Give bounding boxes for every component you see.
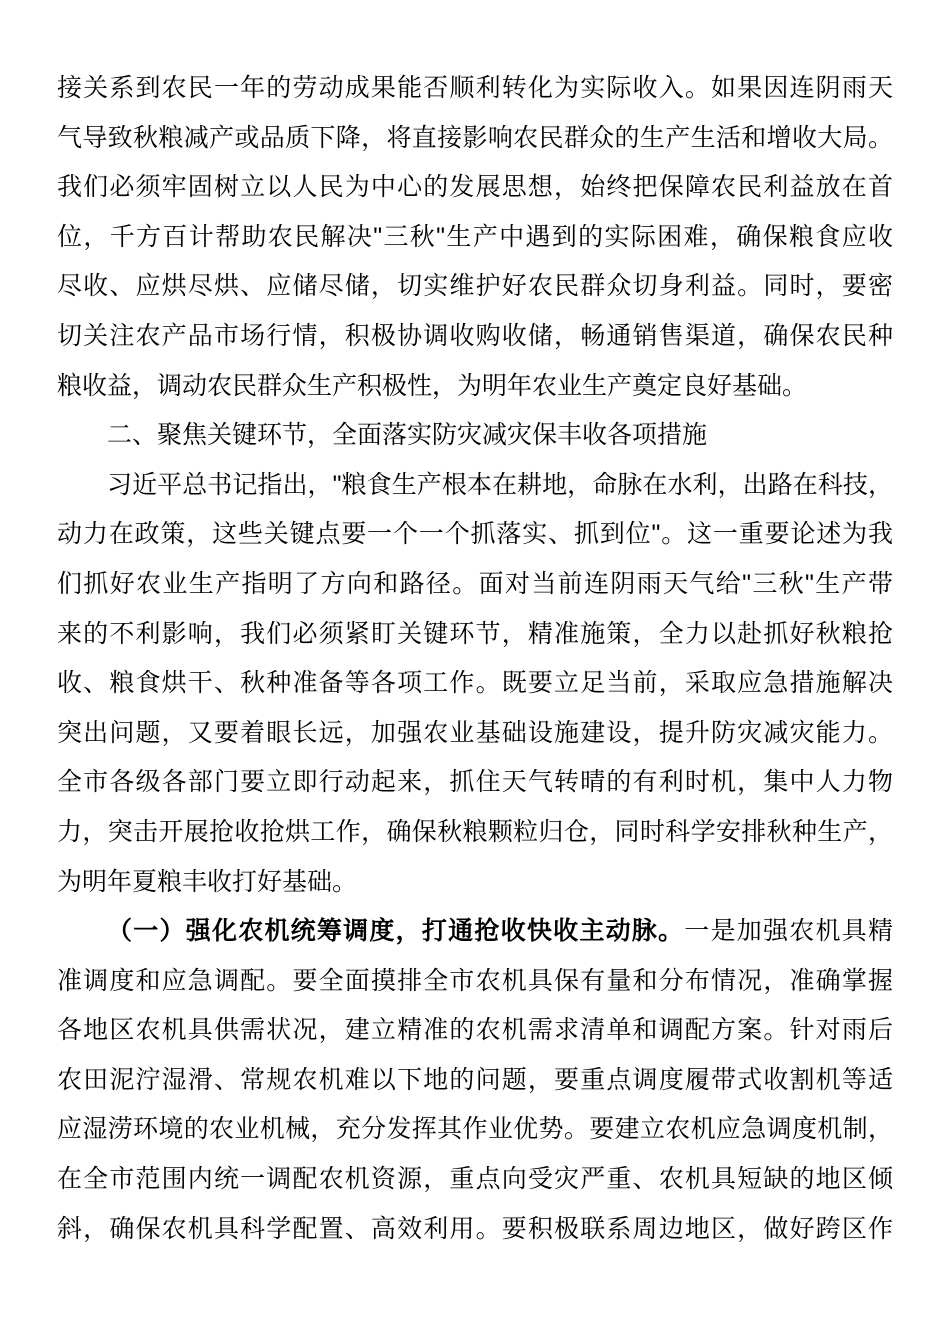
text-run: 二、聚焦关键环节，全面落实防灾减灾保丰收各项措施 [107, 421, 708, 450]
text-line [57, 1006, 893, 1056]
text-run: 为明年夏粮丰收打好基础。 [57, 867, 358, 896]
text-run: 突出问题，又要着眼长远，加强农业基础设施建设，提升防灾减灾能力。 [57, 718, 893, 747]
text-run: 来的不利影响，我们必须紧盯关键环节，精准施策，全力以赴抓好秋粮抢 [57, 619, 893, 648]
text-line [57, 560, 893, 610]
text-run: 切关注农产品市场行情，积极协调收购收储，畅通销售渠道，确保农民种 [57, 321, 893, 350]
text-run: 在全市范围内统一调配农机资源，重点向受灾严重、农机具短缺的地区倾 [57, 1165, 893, 1194]
text-run: 斜，确保农机具科学配置、高效利用。要积极联系周边地区，做好跨区作 [57, 1214, 893, 1243]
text-line [57, 758, 893, 808]
text-run: 各地区农机具供需状况，建立精准的农机需求清单和调配方案。针对雨后 [57, 1016, 893, 1045]
text-run: 粮收益，调动农民群众生产积极性，为明年农业生产奠定良好基础。 [57, 371, 808, 400]
text-line [57, 362, 893, 412]
text-run: 一是加强农机具精 [684, 917, 893, 946]
text-run: 动力在政策，这些关键点要一个一个抓落实、抓到位"。这一重要论述为我 [57, 520, 893, 549]
text-line [57, 610, 893, 660]
text-run: 位，千方百计帮助农民解决"三秋"生产中遇到的实际困难，确保粮食应收 [57, 222, 893, 251]
text-line [57, 709, 893, 759]
text-run: 尽收、应烘尽烘、应储尽储，切实维护好农民群众切身利益。同时，要密 [57, 272, 893, 301]
text-run: 力，突击开展抢收抢烘工作，确保秋粮颗粒归仓，同时科学安排秋种生产， [57, 817, 893, 846]
document-body [57, 64, 893, 1254]
bold-text-run: （一）强化农机统筹调度，打通抢收快收主动脉。 [107, 917, 685, 946]
text-run: 气导致秋粮减产或品质下降，将直接影响农民群众的生产生活和增收大局。 [57, 123, 893, 152]
text-line [57, 262, 893, 312]
text-run: 接关系到农民一年的劳动成果能否顺利转化为实际收入。如果因连阴雨天 [57, 74, 893, 102]
text-line [57, 163, 893, 213]
text-line [57, 1205, 893, 1255]
text-run: 收、粮食烘干、秋种准备等各项工作。既要立足当前，采取应急措施解决 [57, 669, 893, 698]
text-run: 们抓好农业生产指明了方向和路径。面对当前连阴雨天气给"三秋"生产带 [57, 569, 893, 598]
text-run: 全市各级各部门要立即行动起来，抓住天气转晴的有利时机，集中人力物 [57, 768, 893, 797]
text-line [57, 312, 893, 362]
text-line [57, 510, 893, 560]
text-line [57, 1155, 893, 1205]
text-line [57, 461, 893, 511]
section-heading-line [57, 411, 893, 461]
text-line [57, 957, 893, 1007]
text-line [57, 1105, 893, 1155]
text-run: 准调度和应急调配。要全面摸排全市农机具保有量和分布情况，准确掌握 [57, 966, 893, 995]
text-line [57, 808, 893, 858]
text-run: 我们必须牢固树立以人民为中心的发展思想，始终把保障农民利益放在首 [57, 173, 893, 202]
text-run: 应湿涝环境的农业机械，充分发挥其作业优势。要建立农机应急调度机制， [57, 1115, 893, 1144]
text-line [57, 213, 893, 263]
text-line [57, 64, 893, 114]
subsection-heading-line [57, 907, 893, 957]
text-line [57, 114, 893, 164]
text-line [57, 659, 893, 709]
text-line [57, 1056, 893, 1106]
text-run: 农田泥泞湿滑、常规农机难以下地的问题，要重点调度履带式收割机等适 [57, 1065, 893, 1094]
text-line [57, 858, 893, 908]
text-run: 习近平总书记指出，"粮食生产根本在耕地，命脉在水利，出路在科技， [107, 470, 893, 499]
